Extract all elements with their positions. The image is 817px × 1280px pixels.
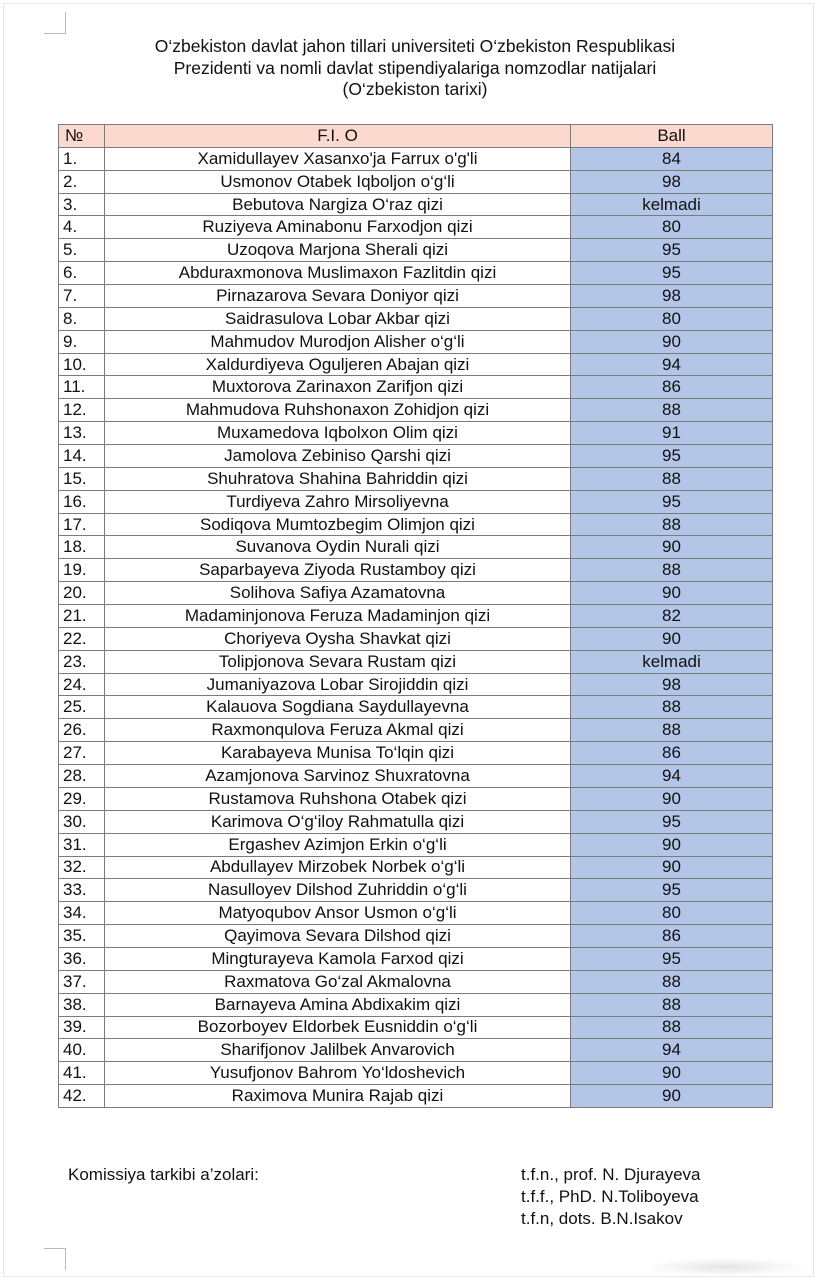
table-row <box>59 536 773 559</box>
row-name: Ergashev Azimjon Erkin o‘g‘li <box>105 833 571 856</box>
row-ball: 88 <box>571 719 773 742</box>
table-row <box>59 445 773 468</box>
row-ball: 88 <box>571 993 773 1016</box>
row-number: 15. <box>59 467 105 490</box>
row-ball: kelmadi <box>571 193 773 216</box>
table-row <box>59 673 773 696</box>
row-ball: 88 <box>571 970 773 993</box>
table-row <box>59 696 773 719</box>
row-name: Matyoqubov Ansor Usmon o‘g‘li <box>105 902 571 925</box>
row-name: Saidrasulova Lobar Akbar qizi <box>105 307 571 330</box>
row-name: Bebutova Nargiza O‘raz qizi <box>105 193 571 216</box>
row-name: Shuhratova Shahina Bahriddin qizi <box>105 467 571 490</box>
row-name: Bozorboyev Eldorbek Eusniddin o‘g‘li <box>105 1016 571 1039</box>
row-ball: 90 <box>571 536 773 559</box>
row-ball: 86 <box>571 742 773 765</box>
table-row <box>59 1062 773 1085</box>
row-ball: 95 <box>571 947 773 970</box>
table-row <box>59 513 773 536</box>
row-name: Mahmudova Ruhshonaxon Zohidjon qizi <box>105 399 571 422</box>
row-name: Nasulloyev Dilshod Zuhriddin o‘g‘li <box>105 879 571 902</box>
row-ball: 88 <box>571 559 773 582</box>
page-corner-mark-top <box>44 12 66 34</box>
row-ball: 86 <box>571 376 773 399</box>
row-number: 21. <box>59 605 105 628</box>
row-number: 33. <box>59 879 105 902</box>
row-name: Karimova O‘g‘iloy Rahmatulla qizi <box>105 810 571 833</box>
shadow-smudge <box>640 1258 810 1276</box>
document-title <box>60 36 770 101</box>
row-number: 36. <box>59 947 105 970</box>
row-name: Yusufjonov Bahrom Yo‘ldoshevich <box>105 1062 571 1085</box>
table-row <box>59 376 773 399</box>
row-name: Ruziyeva Aminabonu Farxodjon qizi <box>105 216 571 239</box>
row-name: Qayimova Sevara Dilshod qizi <box>105 925 571 948</box>
row-number: 37. <box>59 970 105 993</box>
row-ball: 86 <box>571 925 773 948</box>
row-ball: 90 <box>571 582 773 605</box>
table-row <box>59 330 773 353</box>
row-name: Sodiqova Mumtozbegim Olimjon qizi <box>105 513 571 536</box>
row-ball: 95 <box>571 879 773 902</box>
row-ball: 90 <box>571 627 773 650</box>
commission-members <box>521 1164 701 1230</box>
table-row <box>59 742 773 765</box>
row-number: 34. <box>59 902 105 925</box>
row-name: Tolipjonova Sevara Rustam qizi <box>105 650 571 673</box>
row-number: 13. <box>59 422 105 445</box>
row-ball: 98 <box>571 673 773 696</box>
row-name: Raxmatova Go‘zal Akmalovna <box>105 970 571 993</box>
row-name: Mahmudov Murodjon Alisher o‘g‘li <box>105 330 571 353</box>
row-number: 23. <box>59 650 105 673</box>
row-name: Uzoqova Marjona Sherali qizi <box>105 239 571 262</box>
table-row <box>59 1085 773 1108</box>
row-name: Muxamedova Iqbolxon Olim qizi <box>105 422 571 445</box>
row-ball: 94 <box>571 765 773 788</box>
row-name: Kalauova Sogdiana Saydullayevna <box>105 696 571 719</box>
row-number: 9. <box>59 330 105 353</box>
row-name: Suvanova Oydin Nurali qizi <box>105 536 571 559</box>
row-ball: 90 <box>571 1062 773 1085</box>
row-number: 2. <box>59 170 105 193</box>
row-number: 7. <box>59 285 105 308</box>
table-row <box>59 993 773 1016</box>
table-row <box>59 239 773 262</box>
title-line-2: Prezidenti va nomli davlat stipendiyalariga nomzodlar natijalari <box>173 57 657 78</box>
header-ball: Ball <box>571 125 773 148</box>
table-header-row <box>59 125 773 148</box>
row-name: Rustamova Ruhshona Otabek qizi <box>105 787 571 810</box>
row-number: 4. <box>59 216 105 239</box>
row-name: Karabayeva Munisa To‘lqin qizi <box>105 742 571 765</box>
row-ball: 80 <box>571 307 773 330</box>
row-name: Solihova Safiya Azamatovna <box>105 582 571 605</box>
row-ball: 90 <box>571 833 773 856</box>
row-number: 10. <box>59 353 105 376</box>
row-number: 28. <box>59 765 105 788</box>
row-number: 38. <box>59 993 105 1016</box>
row-name: Abduraxmonova Muslimaxon Fazlitdin qizi <box>105 262 571 285</box>
row-ball: 95 <box>571 262 773 285</box>
table-row <box>59 765 773 788</box>
row-number: 8. <box>59 307 105 330</box>
table-row <box>59 216 773 239</box>
table-row <box>59 193 773 216</box>
row-number: 19. <box>59 559 105 582</box>
table-row <box>59 422 773 445</box>
row-name: Pirnazarova Sevara Doniyor qizi <box>105 285 571 308</box>
table-row <box>59 490 773 513</box>
row-name: Raximova Munira Rajab qizi <box>105 1085 571 1108</box>
row-name: Xamidullayev Xasanxo'ja Farrux o'g'li <box>105 147 571 170</box>
table-row <box>59 559 773 582</box>
row-name: Mingturayeva Kamola Farxod qizi <box>105 947 571 970</box>
row-number: 3. <box>59 193 105 216</box>
row-number: 31. <box>59 833 105 856</box>
page-corner-mark-bottom <box>44 1248 66 1270</box>
row-ball: 82 <box>571 605 773 628</box>
table-row <box>59 650 773 673</box>
row-name: Muxtorova Zarinaxon Zarifjon qizi <box>105 376 571 399</box>
row-name: Choriyeva Oysha Shavkat qizi <box>105 627 571 650</box>
row-ball: 90 <box>571 330 773 353</box>
row-ball: 98 <box>571 285 773 308</box>
table-row <box>59 787 773 810</box>
row-number: 22. <box>59 627 105 650</box>
row-number: 5. <box>59 239 105 262</box>
row-number: 6. <box>59 262 105 285</box>
row-ball: 90 <box>571 787 773 810</box>
row-name: Saparbayeva Ziyoda Rustamboy qizi <box>105 559 571 582</box>
row-number: 35. <box>59 925 105 948</box>
row-ball: 88 <box>571 696 773 719</box>
row-name: Barnayeva Amina Abdixakim qizi <box>105 993 571 1016</box>
row-number: 39. <box>59 1016 105 1039</box>
table-row <box>59 627 773 650</box>
row-number: 20. <box>59 582 105 605</box>
row-number: 29. <box>59 787 105 810</box>
row-number: 11. <box>59 376 105 399</box>
table-row <box>59 1039 773 1062</box>
row-name: Jamolova Zebiniso Qarshi qizi <box>105 445 571 468</box>
row-number: 18. <box>59 536 105 559</box>
row-name: Xaldurdiyeva Oguljeren Abajan qizi <box>105 353 571 376</box>
table-row <box>59 879 773 902</box>
row-ball: 91 <box>571 422 773 445</box>
row-number: 27. <box>59 742 105 765</box>
table-row <box>59 147 773 170</box>
row-ball: 88 <box>571 513 773 536</box>
row-name: Jumaniyazova Lobar Sirojiddin qizi <box>105 673 571 696</box>
table-row <box>59 467 773 490</box>
row-number: 16. <box>59 490 105 513</box>
row-number: 25. <box>59 696 105 719</box>
row-ball: 84 <box>571 147 773 170</box>
row-ball: 90 <box>571 856 773 879</box>
row-number: 26. <box>59 719 105 742</box>
table-row <box>59 925 773 948</box>
table-row <box>59 605 773 628</box>
row-ball: 95 <box>571 490 773 513</box>
table-row <box>59 1016 773 1039</box>
row-number: 24. <box>59 673 105 696</box>
row-number: 42. <box>59 1085 105 1108</box>
title-line-3: (O‘zbekiston tarixi) <box>342 79 488 99</box>
row-number: 30. <box>59 810 105 833</box>
row-ball: 80 <box>571 216 773 239</box>
row-number: 17. <box>59 513 105 536</box>
row-ball: 94 <box>571 353 773 376</box>
row-ball: 95 <box>571 445 773 468</box>
table-row <box>59 947 773 970</box>
row-ball: 80 <box>571 902 773 925</box>
row-ball: 95 <box>571 239 773 262</box>
row-name: Madaminjonova Feruza Madaminjon qizi <box>105 605 571 628</box>
table-row <box>59 353 773 376</box>
row-number: 41. <box>59 1062 105 1085</box>
table-row <box>59 970 773 993</box>
table-row <box>59 399 773 422</box>
row-ball: kelmadi <box>571 650 773 673</box>
table-row <box>59 902 773 925</box>
commission-member: t.f.n, dots. B.N.Isakov <box>521 1209 683 1228</box>
row-name: Turdiyeva Zahro Mirsoliyevna <box>105 490 571 513</box>
row-name: Azamjonova Sarvinoz Shuxratovna <box>105 765 571 788</box>
row-ball: 88 <box>571 1016 773 1039</box>
row-name: Abdullayev Mirzobek Norbek o‘g‘li <box>105 856 571 879</box>
results-table <box>58 124 773 1108</box>
row-ball: 98 <box>571 170 773 193</box>
table-row <box>59 262 773 285</box>
table-row <box>59 856 773 879</box>
row-ball: 88 <box>571 399 773 422</box>
table-row <box>59 307 773 330</box>
row-ball: 95 <box>571 810 773 833</box>
table-row <box>59 285 773 308</box>
row-number: 14. <box>59 445 105 468</box>
table-row <box>59 170 773 193</box>
row-name: Sharifjonov Jalilbek Anvarovich <box>105 1039 571 1062</box>
row-ball: 88 <box>571 467 773 490</box>
table-row <box>59 582 773 605</box>
header-number: № <box>59 125 105 148</box>
commission-member: t.f.n., prof. N. Djurayeva <box>521 1165 701 1184</box>
row-number: 1. <box>59 147 105 170</box>
table-row <box>59 833 773 856</box>
row-name: Usmonov Otabek Iqboljon o‘g‘li <box>105 170 571 193</box>
table-row <box>59 810 773 833</box>
row-number: 32. <box>59 856 105 879</box>
row-ball: 90 <box>571 1085 773 1108</box>
title-line-1: O‘zbekiston davlat jahon tillari universiteti O‘zbekiston Respublikasi <box>154 36 676 56</box>
row-number: 12. <box>59 399 105 422</box>
row-name: Raxmonqulova Feruza Akmal qizi <box>105 719 571 742</box>
header-name: F.I. O <box>105 125 571 148</box>
commission-label: Komissiya tarkibi a’zolari: <box>68 1165 259 1184</box>
commission-member: t.f.f., PhD. N.Toliboyeva <box>521 1187 699 1206</box>
row-ball: 94 <box>571 1039 773 1062</box>
table-row <box>59 719 773 742</box>
row-number: 40. <box>59 1039 105 1062</box>
